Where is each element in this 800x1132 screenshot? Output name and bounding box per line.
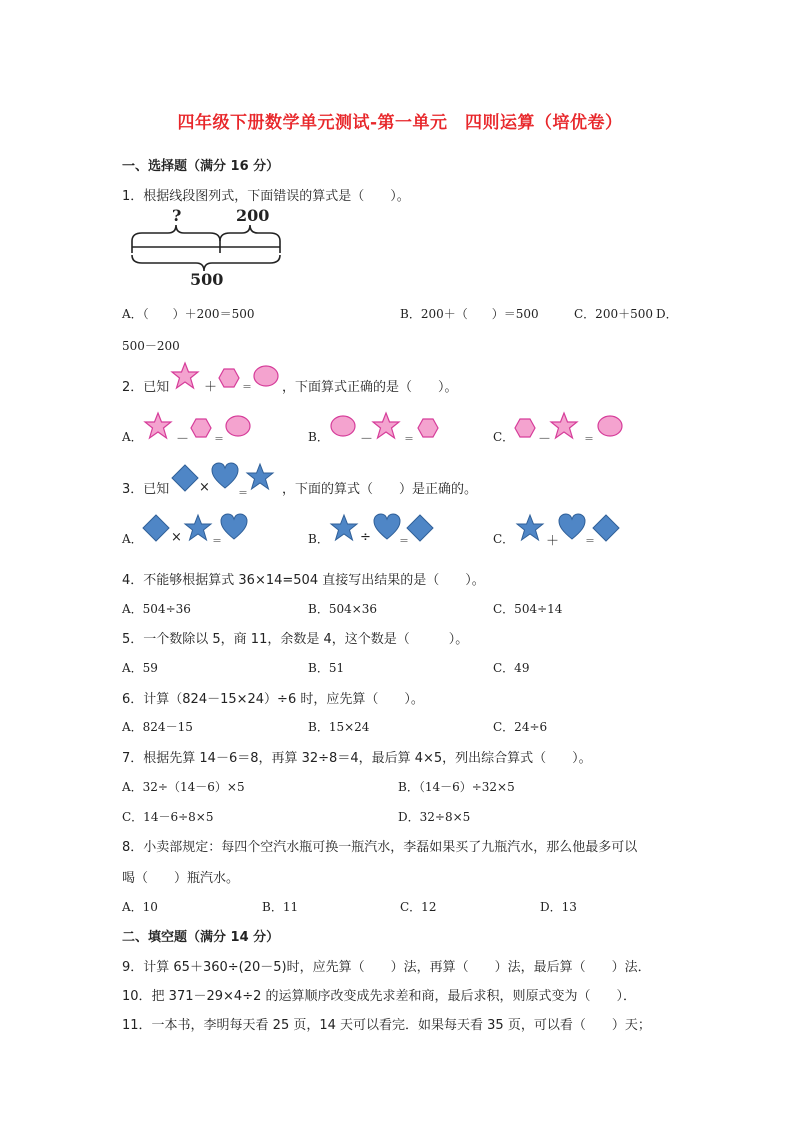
diagram-unknown-label: ? — [172, 206, 182, 225]
equals-sign: ＝ — [214, 434, 224, 445]
blue-star-icon — [246, 463, 274, 491]
pink-star-icon — [171, 362, 199, 390]
blue-heart-icon — [211, 462, 239, 490]
question-5: 5．一个数除以 5，商 11，余数是 4，这个数是（ ）。 — [122, 632, 469, 647]
q2-option-a-label[interactable]: A． — [122, 430, 143, 444]
q5-option-a[interactable]: A．59 — [122, 661, 158, 675]
equals-sign: ＝ — [212, 536, 222, 547]
question-11: 11．一本书，李明每天看 25 页，14 天可以看完．如果每天看 35 页，可以看（ ）天； — [122, 1018, 651, 1033]
question-8-line-1: 8．小卖部规定：每四个空汽水瓶可换一瓶汽水，李磊如果买了九瓶汽水，那么他最多可以 — [122, 840, 638, 855]
q3-option-b-label[interactable]: B． — [308, 532, 329, 546]
question-6: 6．计算（824－15×24）÷6 时，应先算（ ）。 — [122, 692, 424, 707]
q4-option-b[interactable]: B．504×36 — [308, 602, 378, 616]
pink-star-icon — [144, 412, 172, 440]
minus-sign: － — [538, 432, 552, 447]
q6-option-a[interactable]: A．824－15 — [122, 720, 193, 734]
pink-oval-icon — [597, 415, 623, 437]
q7-option-a[interactable]: A．32÷（14－6）×5 — [122, 780, 245, 794]
plus-sign: ＋ — [204, 380, 218, 395]
section-heading-choice: 一、选择题（满分 16 分） — [122, 159, 280, 174]
blue-star-icon — [516, 514, 544, 542]
q8-option-c[interactable]: C．12 — [400, 900, 437, 914]
question-9: 9．计算 65＋360÷(20－5)时，应先算（ ）法，再算（ ）法，最后算（ ）法． — [122, 960, 651, 975]
equals-sign: ＝ — [238, 488, 248, 499]
times-sign: × — [199, 480, 210, 495]
page-title: 四年级下册数学单元测试-第一单元 四则运算（培优卷） — [177, 113, 623, 133]
q7-option-b[interactable]: B．（14－6）÷32×5 — [398, 780, 515, 794]
q1-option-b[interactable]: B．200＋（ ）＝500 — [400, 307, 539, 321]
blue-heart-icon — [220, 513, 248, 541]
q2-option-c-label[interactable]: C． — [493, 430, 515, 444]
pink-oval-icon — [330, 415, 356, 437]
diagram-part-label: 200 — [236, 206, 270, 225]
diagram-total-label: 500 — [190, 270, 224, 289]
blue-heart-icon — [558, 513, 586, 541]
times-sign: × — [171, 530, 182, 545]
question-8-line-2: 喝（ ）瓶汽水。 — [122, 871, 240, 886]
q1-option-a[interactable]: A．（ ）＋200＝500 — [122, 307, 255, 321]
blue-heart-icon — [373, 513, 401, 541]
equals-sign: ＝ — [399, 536, 409, 547]
q7-option-d[interactable]: D．32÷8×5 — [398, 810, 471, 824]
q2-suffix: ，下面算式正确的是（ ）。 — [282, 380, 458, 395]
equals-sign: ＝ — [585, 536, 595, 547]
question-4: 4．不能够根据算式 36×14=504 直接写出结果的是（ ）。 — [122, 573, 485, 588]
q1-option-c[interactable]: C．200＋500 — [574, 307, 653, 321]
pink-hexagon-icon — [218, 368, 240, 388]
q3-option-c-label[interactable]: C． — [493, 532, 515, 546]
q2-prefix: 2．已知 — [122, 380, 170, 395]
q3-option-a-label[interactable]: A． — [122, 532, 143, 546]
q6-option-b[interactable]: B．15×24 — [308, 720, 370, 734]
line-segment-diagram — [128, 205, 288, 290]
q1-option-d-label[interactable]: D． — [656, 307, 678, 321]
blue-diamond-icon — [142, 514, 170, 542]
q5-option-c[interactable]: C．49 — [493, 661, 530, 675]
q3-suffix: ，下面的算式（ ）是正确的。 — [282, 482, 478, 497]
q4-option-a[interactable]: A．504÷36 — [122, 602, 191, 616]
q2-option-b-label[interactable]: B． — [308, 430, 329, 444]
minus-sign: － — [176, 432, 190, 447]
equals-sign: ＝ — [584, 434, 594, 445]
question-10: 10．把 371－29×4÷2 的运算顺序改变成先求差和商，最后求积，则原式变为（ ）． — [122, 989, 636, 1004]
blue-diamond-icon — [406, 514, 434, 542]
q7-option-c[interactable]: C．14－6÷8×5 — [122, 810, 214, 824]
pink-hexagon-icon — [190, 418, 212, 438]
pink-oval-icon — [225, 415, 251, 437]
q3-prefix: 3．已知 — [122, 482, 170, 497]
pink-star-icon — [550, 412, 578, 440]
divide-sign: ÷ — [360, 530, 371, 545]
blue-star-icon — [330, 514, 358, 542]
blue-diamond-icon — [171, 464, 199, 492]
question-1: 1．根据线段图列式，下面错误的算式是（ ）。 — [122, 189, 410, 204]
blue-star-icon — [184, 514, 212, 542]
pink-oval-icon — [253, 365, 279, 387]
equals-sign: ＝ — [242, 382, 252, 393]
q6-option-c[interactable]: C．24÷6 — [493, 720, 548, 734]
q8-option-d[interactable]: D．13 — [540, 900, 577, 914]
section-heading-fill-blank: 二、填空题（满分 14 分） — [122, 930, 280, 945]
q4-option-c[interactable]: C．504÷14 — [493, 602, 563, 616]
pink-hexagon-icon — [514, 418, 536, 438]
q1-option-d-value[interactable]: 500－200 — [122, 339, 180, 353]
q8-option-b[interactable]: B．11 — [262, 900, 299, 914]
question-7: 7．根据先算 14－6＝8，再算 32÷8＝4，最后算 4×5，列出综合算式（ ）。 — [122, 751, 592, 766]
blue-diamond-icon — [592, 514, 620, 542]
plus-sign: ＋ — [546, 534, 560, 549]
minus-sign: － — [360, 432, 374, 447]
q5-option-b[interactable]: B．51 — [308, 661, 345, 675]
q8-option-a[interactable]: A．10 — [122, 900, 158, 914]
pink-hexagon-icon — [417, 418, 439, 438]
pink-star-icon — [372, 412, 400, 440]
equals-sign: ＝ — [404, 434, 414, 445]
